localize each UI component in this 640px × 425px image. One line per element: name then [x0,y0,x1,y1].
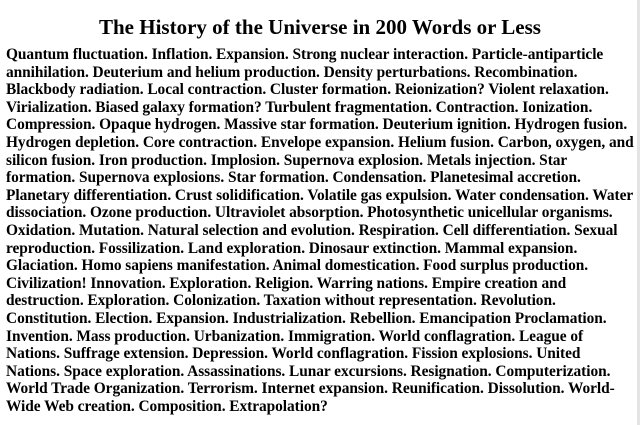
page-title: The History of the Universe in 200 Words or Less [99,15,541,39]
body-paragraph: Quantum fluctuation. Inflation. Expansion. Strong nuclear interaction. Particle-antiparticle annihilation. Deuterium and helium production. Density perturbations. Recombination. Blackbody radiation. Local contraction. Cluster formation. Reionization? Violent relaxation. Virialization. Biased galaxy formation? Turbulent fragmentation. Contraction. Ionization. Compression. Opaque hydrogen. Massive star formation. Deuterium ignition. Hydrogen fusion. Hydrogen depletion. Core contraction. Envelope expansion. Helium fusion. Carbon, oxygen, and silicon fusion. Iron production. Implosion. Supernova explosion. Metals injection. Star formation. Supernova explosions. Star formation. Condensation. Planetesimal accretion. Planetary differentiation. Crust solidification. Volatile gas expulsion. Water condensation. Water dissociation. Ozone production. Ultraviolet absorption. Photosynthetic unicellular organisms. Oxidation. Mutation. Natural selection and evolution. Respiration. Cell differentiation. Sexual reproduction. Fossilization. Land exploration. Dinosaur extinction. Mammal expansion. Glaciation. Homo sapiens manifestation. Animal domestication. Food surplus production. Civilization! Innovation. Exploration. Religion. Warring nations. Empire creation and destruction. Exploration. Colonization. Taxation without representation. Revolution. Constitution. Election. Expansion. Industrialization. Rebellion. Emancipation Proclamation. Invention. Mass production. Urbanization. Immigration. World conflagration. League of Nations. Suffrage extension. Depression. World conflagration. Fission explosions. United Nations. Space exploration. Assassinations. Lunar excursions. Resignation. Computerization. World Trade Organization. Terrorism. Internet expansion. Reunification. Dissolution. World-Wide Web creation. Composition. Extrapolation? [6,46,634,415]
